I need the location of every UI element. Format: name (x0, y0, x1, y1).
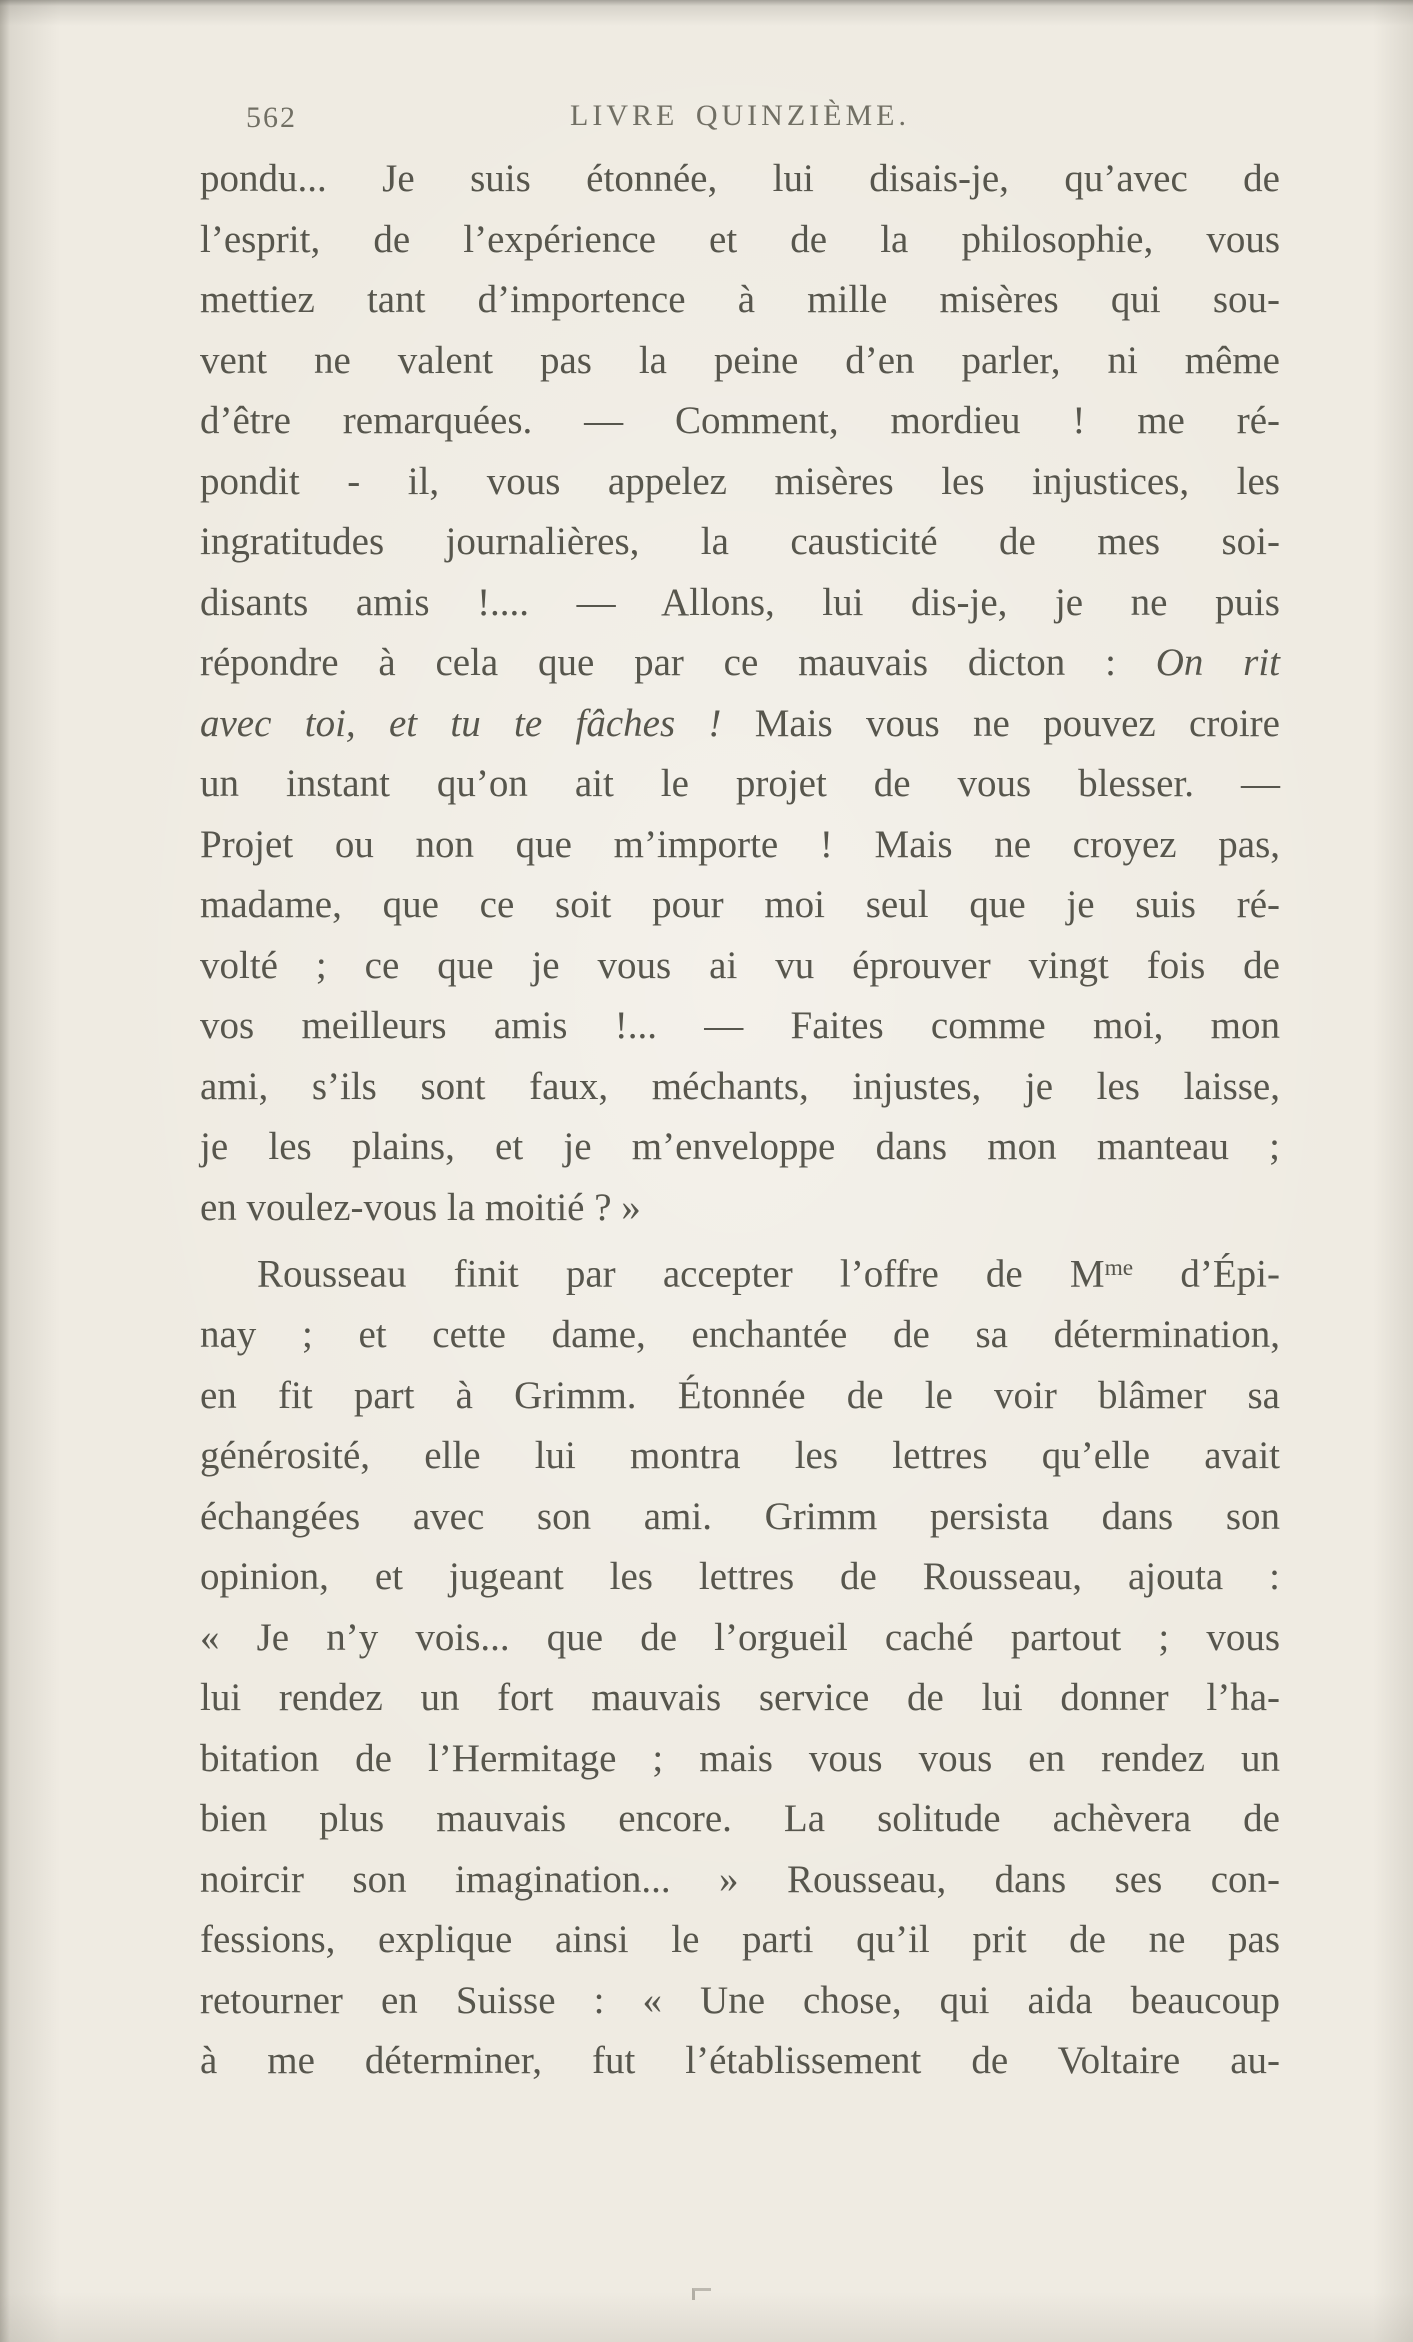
text-line (200, 1178, 1280, 1239)
text-line (200, 1426, 1280, 1487)
body-text: nay ; et cette dame, enchantée de sa détermination, (200, 1313, 1280, 1357)
body-text: Mais vous ne pouvez croire (721, 701, 1280, 745)
text-line (200, 331, 1280, 392)
text-line (200, 1117, 1280, 1178)
text-line (200, 1366, 1280, 1427)
body-text: d’être remarquées. — Comment, mordieu ! me ré- (200, 399, 1280, 442)
italic-text: On rit (1155, 641, 1280, 684)
body-text: répondre à cela que par ce mauvais dicton : (200, 641, 1156, 684)
scan-artifact (692, 2288, 711, 2300)
body-text: Projet ou non que m’importe ! Mais ne croyez pas, (200, 822, 1280, 866)
superscript-text: me (1104, 1255, 1134, 1281)
body-text: retourner en Suisse : « Une chose, qui aida beaucoup (200, 1978, 1280, 2022)
page-number: 562 (246, 101, 297, 134)
body-text: bien plus mauvais encore. La solitude achèvera de (200, 1797, 1280, 1841)
text-line (200, 512, 1280, 573)
text-line (200, 1057, 1280, 1118)
text-line (200, 573, 1280, 634)
text-line (200, 1850, 1280, 1911)
italic-text: avec toi, et tu te fâches ! (200, 701, 722, 745)
text-line (200, 391, 1280, 452)
text-line (200, 1547, 1280, 1608)
body-text: l’esprit, de l’expérience et de la philosophie, vous (200, 217, 1280, 261)
body-text: vos meilleurs amis !... — Faites comme moi, mon (200, 1004, 1280, 1047)
body-text: en fit part à Grimm. Étonnée de le voir blâmer sa (200, 1373, 1280, 1417)
body-text: disants amis !.... — Allons, lui dis-je, je ne puis (200, 580, 1280, 624)
text-line (200, 633, 1280, 694)
body-text: générosité, elle lui montra les lettres qu’elle avait (200, 1434, 1280, 1478)
body-text: je les plains, et je m’enveloppe dans mon manteau ; (200, 1125, 1280, 1168)
body-text: fessions, explique ainsi le parti qu’il prit de ne pas (200, 1918, 1280, 1962)
text-line (200, 694, 1280, 755)
body-text: ami, s’ils sont faux, méchants, injustes, je les laisse, (200, 1064, 1280, 1108)
text-line (200, 1789, 1280, 1850)
text-line (200, 1487, 1280, 1548)
text-line (200, 1608, 1280, 1669)
text-block (200, 149, 1280, 2092)
body-text: ingratitudes journalières, la causticité de mes soi- (200, 520, 1280, 563)
body-text: échangées avec son ami. Grimm persista dans son (200, 1494, 1280, 1538)
body-text: Rousseau finit par accepter l’offre de M (257, 1252, 1105, 1296)
body-text: noircir son imagination... » Rousseau, dans ses con- (200, 1857, 1280, 1901)
text-line (200, 210, 1280, 271)
body-text: lui rendez un fort mauvais service de lui donner l’ha- (200, 1676, 1280, 1720)
body-text: opinion, et jugeant les lettres de Rousseau, ajouta : (200, 1555, 1280, 1599)
body-text: à me déterminer, fut l’établissement de Voltaire au- (200, 2039, 1280, 2083)
text-line (200, 1971, 1280, 2032)
text-line (200, 1238, 1280, 1305)
body-text: « Je n’y vois... que de l’orgueil caché partout ; vous (200, 1615, 1280, 1659)
page-header (200, 99, 1280, 141)
text-line (200, 270, 1280, 331)
body-text: en voulez-vous la moitié ? » (200, 1185, 641, 1229)
body-text: madame, que ce soit pour moi seul que je suis ré- (200, 883, 1280, 926)
text-line (200, 1305, 1280, 1366)
body-text: pondit - il, vous appelez misères les injustices, les (200, 459, 1280, 503)
text-line (200, 754, 1280, 815)
text-line (200, 1910, 1280, 1971)
text-line (200, 996, 1280, 1057)
text-line (200, 149, 1280, 210)
text-line (200, 875, 1280, 936)
body-text: bitation de l’Hermitage ; mais vous vous en rendez un (200, 1736, 1280, 1780)
body-text: pondu... Je suis étonnée, lui disais-je, qu’avec de (200, 157, 1280, 200)
text-line (200, 1729, 1280, 1790)
text-line (200, 1668, 1280, 1729)
text-line (200, 936, 1280, 997)
text-line (200, 2031, 1280, 2092)
body-text: vent ne valent pas la peine d’en parler, ni même (200, 338, 1280, 382)
running-title: LIVRE QUINZIÈME. (570, 99, 910, 132)
body-text: mettiez tant d’importence à mille misères qui sou- (200, 278, 1280, 321)
body-text: d’Épi- (1133, 1252, 1280, 1296)
body-text: volté ; ce que je vous ai vu éprouver vingt fois de (200, 943, 1280, 987)
text-line (200, 452, 1280, 513)
body-text: un instant qu’on ait le projet de vous blesser. — (200, 762, 1280, 805)
text-line (200, 815, 1280, 876)
